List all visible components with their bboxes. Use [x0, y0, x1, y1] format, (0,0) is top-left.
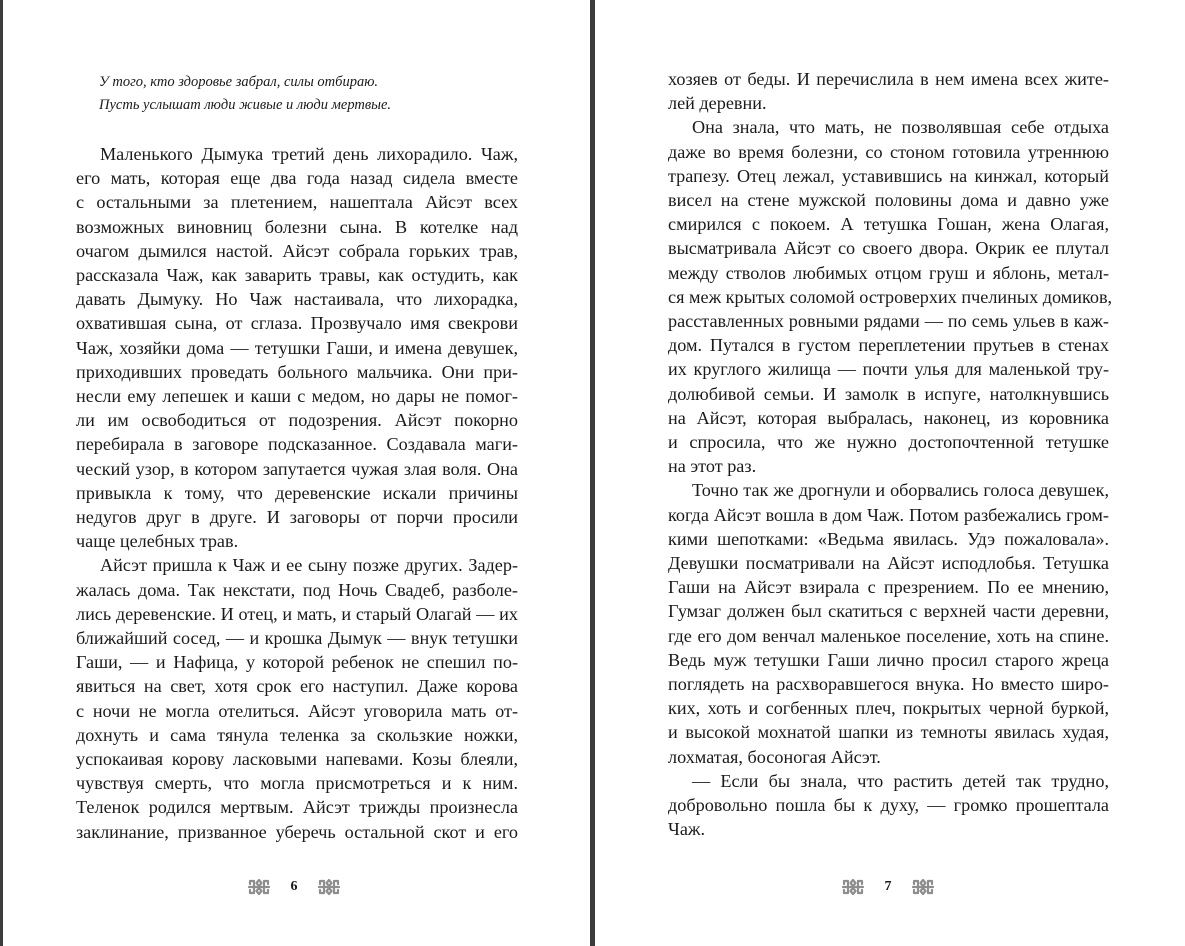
text-line: высматривала Айсэт со своего двора. Окрик ее плутал — [668, 238, 1109, 259]
text-line: даже во время болезни, со стоном готовила утреннюю — [668, 141, 1109, 162]
paragraph — [668, 769, 1109, 842]
folk-ornament-icon — [316, 876, 342, 898]
text-line: Девушки посматривали на Айсэт исподлобья. Тетушка — [668, 553, 1109, 574]
text-line: с остальными за плетением, нашептала Айсэт всех — [76, 192, 518, 213]
text-line: успокаивая корову ласковыми напевами. Козы блеяли, — [76, 749, 518, 770]
text-line: поглядеть на расхворавшегося внука. Но вместо широ- — [668, 674, 1109, 695]
folk-ornament-icon — [910, 876, 936, 898]
paragraph — [76, 553, 518, 843]
page-number: 6 — [290, 879, 298, 894]
text-line: его мать, которая еще два года назад сидела вместе — [76, 168, 518, 189]
text-line: несли ему лепешек и каши с медом, но дары не помог- — [76, 386, 518, 407]
text-line: и высокой мохнатой шапки из темноты явилась худая, — [668, 722, 1109, 743]
text-line: охватившая сына, от сглаза. Прозвучало имя свекрови — [76, 313, 518, 334]
text-line: чаще целебных трав. — [76, 531, 239, 552]
text-line: смирился с покоем. А тетушка Гошан, жена Олагая, — [668, 214, 1109, 235]
text-line: Она знала, что мать, не позволявшая себе отдыха — [692, 117, 1109, 138]
text-line: Теленок родился мертвым. Айсэт трижды произнесла — [76, 797, 518, 818]
text-line: висел на стене мужской половины дома и давно уже — [668, 190, 1109, 211]
text-line: ся меж крытых соломой островерхих пчелиных домиков, — [668, 286, 1113, 307]
text-line: с ночи не могла отелиться. Айсэт уговорила мать от- — [76, 700, 518, 721]
text-line: — Если бы знала, что растить детей так трудно, — [692, 770, 1109, 791]
text-line: их круглого жилища — почти улья для маленькой тру- — [668, 359, 1109, 380]
text-line: на этот раз. — [668, 456, 757, 477]
text-line: на Айсэт, которая выбралась, наконец, из коровника — [668, 407, 1109, 428]
text-line: ли им освободиться от подозрения. Айсэт покорно — [76, 410, 518, 431]
text-line: возможных виновниц болезни сына. В котелке над — [76, 216, 518, 237]
text-line: хозяев от беды. И перечислила в нем имена всех жите- — [668, 69, 1109, 89]
text-line: Чаж. — [668, 819, 706, 840]
text-line: рассказала Чаж, как заварить травы, как остудить, как — [76, 265, 518, 286]
left-page-text — [76, 71, 518, 844]
paragraph-continuation — [668, 67, 1109, 115]
text-line: явиться на свет, хотя срок его наступил. Даже корова — [76, 676, 518, 697]
page-footer — [840, 873, 936, 901]
text-line: где его дом венчал маленькое поселение, хоть на спине. — [668, 625, 1109, 646]
text-line: когда Айсэт вошла в дом Чаж. Потом разбежались гром- — [668, 504, 1109, 525]
text-line: ческий узор, в котором запутается чужая злая воля. Она — [76, 458, 518, 479]
text-line: давать Дымуку. Но Чаж настаивала, что лихорадка, — [76, 289, 518, 310]
paragraph — [668, 478, 1109, 768]
text-line: ближайший сосед, — и крошка Дымук — внук тетушки — [76, 628, 518, 649]
paragraph — [668, 115, 1113, 478]
text-line: ких, хоть и согбенных плеч, покрытых черной буркой, — [668, 698, 1109, 719]
text-line: Гаши на Айсэт взирала с презрением. По ее мнению, — [668, 577, 1109, 598]
left-page — [3, 0, 590, 946]
text-line: привыкла к тому, что деревенские искали причины — [76, 482, 518, 503]
text-line: кими шепотками: «Ведьма явилась. Удэ пожаловала». — [668, 528, 1109, 549]
text-line: лей деревни. — [668, 93, 767, 114]
epigraph-line: У того, кто здоровье забрал, силы отбираю. — [99, 74, 379, 90]
right-page-text — [668, 67, 1113, 842]
text-line: Ведь муж тетушки Гаши лично просил старого жреца — [668, 649, 1109, 670]
folk-ornament-icon — [246, 876, 272, 898]
text-line: Маленького Дымука третий день лихорадило. Чаж, — [100, 144, 518, 164]
text-line: дом. Путался в густом переплетении прутьев в стенах — [668, 335, 1109, 356]
page-footer — [246, 873, 342, 901]
text-line: жалась дома. Так некстати, под Ночь Свадеб, разболе- — [76, 579, 518, 600]
text-line: трапезу. Отец лежал, уставившись на кинжал, который — [668, 165, 1109, 186]
text-line: Чаж, хозяйки дома — тетушки Гаши, и имена девушек, — [76, 337, 518, 358]
text-line: Гумзаг должен был скатиться с верхней части деревни, — [668, 601, 1109, 622]
text-line: заклинание, призванное уберечь остальной скот и его — [76, 821, 518, 842]
text-line: расставленных ровными рядами — по семь ульев в каж- — [668, 311, 1109, 332]
text-line: перебирала в заговоре подсказанное. Создавала маги- — [76, 434, 518, 455]
text-line: недугов друг в друге. И заговоры от порчи просили — [76, 507, 518, 528]
paragraph — [76, 142, 518, 553]
text-line: чувствуя смерть, что могла присмотреться и к ним. — [76, 773, 518, 794]
text-line: лохматая, босоногая Айсэт. — [668, 746, 881, 767]
text-line: лись деревенские. И отец, и мать, и старый Олагай — их — [76, 603, 518, 624]
page-number: 7 — [884, 879, 892, 894]
text-line: приходивших проведать больного мальчика. Они при- — [76, 361, 518, 382]
text-line: долюбивой семьи. И замолк в испуге, натолкнувшись — [668, 383, 1109, 404]
text-line: и спросила, что же нужно достопочтенной тетушке — [668, 432, 1109, 453]
folk-ornament-icon — [840, 876, 866, 898]
epigraph — [76, 71, 518, 117]
text-line: Точно так же дрогнули и оборвались голоса девушек, — [692, 480, 1109, 501]
text-line: дохнуть и сама тянула теленка за скользкие ножки, — [76, 724, 518, 745]
epigraph-line: Пусть услышат люди живые и люди мертвые. — [99, 97, 392, 113]
text-line: Гаши, — и Нафица, у которой ребенок не спешил по- — [76, 652, 518, 673]
text-line: добровольно пошла бы к духу, — громко прошептала — [668, 795, 1109, 816]
right-page — [595, 0, 1185, 946]
text-line: очагом дымился настой. Айсэт собрала горьких трав, — [76, 240, 518, 261]
text-line: между стволов любимых отцом груш и яблонь, метал- — [668, 262, 1109, 283]
text-line: Айсэт пришла к Чаж и ее сыну позже других. Задер- — [100, 555, 518, 576]
